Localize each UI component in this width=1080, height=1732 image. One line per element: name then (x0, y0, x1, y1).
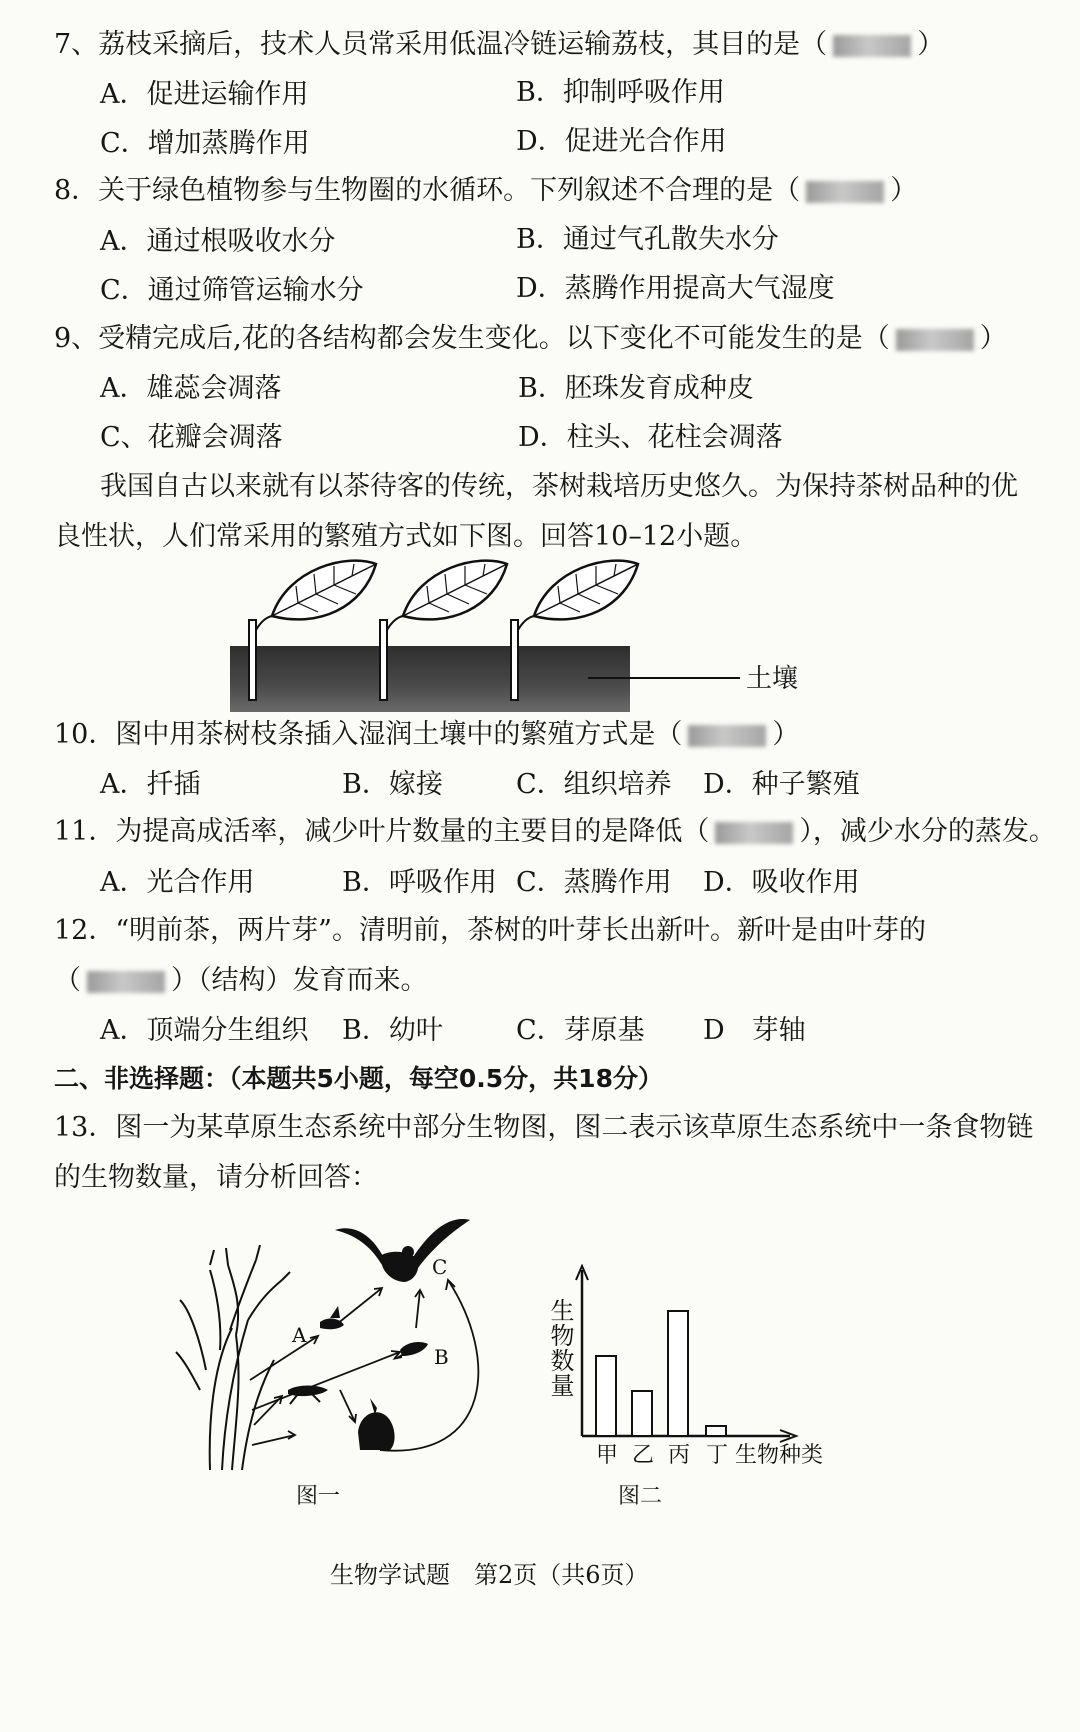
eagle-icon (335, 1219, 470, 1282)
q9-stem: 9、受精完成后,花的各结构都会发生变化。以下变化不可能发生的是（ ） (54, 323, 1007, 354)
blurred-answer (715, 822, 793, 844)
bar-2 (668, 1311, 688, 1436)
cutting-figure (228, 558, 828, 718)
bar-3 (706, 1426, 726, 1436)
bar-1 (632, 1391, 652, 1436)
q10-option-b: B．嫁接 (342, 769, 443, 800)
soil-label: 土壤 (746, 664, 799, 694)
q8-stem: 8．关于绿色植物参与生物圈的水循环。下列叙述不合理的是（ ） (54, 175, 918, 206)
x-axis-label: 生物种类 (735, 1443, 824, 1468)
q12-option-b: B．幼叶 (342, 1015, 443, 1046)
q12-stem: 12．“明前茶，两片芽”。清明前，茶树的叶芽长出新叶。新叶是由叶芽的 (54, 915, 926, 946)
figure-1-caption: 图一 (296, 1484, 341, 1509)
category-labels (596, 1443, 728, 1468)
q8-option-c: C．通过筛管运输水分 (100, 275, 364, 306)
category-label-1: 乙 (632, 1443, 655, 1468)
q11-option-d: D．吸收作用 (703, 867, 860, 898)
bars (596, 1311, 726, 1436)
q9-option-d: D．柱头、花柱会凋落 (518, 422, 783, 453)
q8-option-b: B．通过气孔散失水分 (516, 224, 779, 255)
grasshopper-icon (288, 1386, 328, 1405)
intro-line-2: 良性状，人们常采用的繁殖方式如下图。回答10–12小题。 (54, 521, 758, 552)
q7-option-c: C．增加蒸腾作用 (100, 128, 310, 159)
q9-option-c: C、花瓣会凋落 (100, 422, 283, 453)
blurred-answer (87, 971, 165, 993)
q8-option-d: D．蒸腾作用提高大气湿度 (516, 273, 835, 304)
blurred-answer (833, 35, 911, 57)
q12-option-c: C．芽原基 (516, 1015, 645, 1046)
q11-option-c: C．蒸腾作用 (516, 867, 672, 898)
figure-2-caption: 图二 (618, 1484, 663, 1509)
category-label-2: 丙 (668, 1443, 691, 1468)
q12-option-a: A．顶端分生组织 (100, 1015, 309, 1046)
population-bar-chart (540, 1264, 840, 1500)
blurred-answer (806, 181, 884, 203)
blurred-answer (688, 725, 766, 747)
y-axis-label: 生物数量 (546, 1298, 574, 1398)
q7-stem: 7、荔枝采摘后，技术人员常采用低温冷链运输荔枝，其目的是（ ） (54, 29, 945, 60)
q9-option-a: A．雄蕊会凋落 (100, 373, 282, 404)
blurred-answer (896, 329, 974, 351)
q13-line-2: 的生物数量，请分析回答： (54, 1162, 378, 1193)
q7-option-a: A．促进运输作用 (100, 79, 309, 110)
q7-option-b: B．抑制呼吸作用 (516, 77, 725, 108)
soil-block (230, 646, 630, 712)
label-c: C (432, 1255, 448, 1279)
q10-stem: 10．图中用茶树枝条插入湿润土壤中的繁殖方式是（ ） (54, 719, 800, 750)
intro-line-1: 我国自古以来就有以茶待客的传统，茶树栽培历史悠久。为保持茶树品种的优 (100, 471, 1018, 502)
label-b: B (434, 1345, 449, 1369)
q12-option-d: D 芽轴 (703, 1015, 806, 1046)
rabbit-icon (358, 1398, 395, 1450)
q11-stem: 11．为提高成活率，减少叶片数量的主要目的是降低（ ），减少水分的蒸发。 (54, 816, 1056, 847)
q13-line-1: 13．图一为某草原生态系统中部分生物图，图二表示该草原生态系统中一条食物链 (54, 1112, 1034, 1143)
category-label-0: 甲 (596, 1443, 619, 1468)
q8-option-a: A．通过根吸收水分 (100, 226, 336, 257)
q12-stem-cont: （ ）（结构）发育而来。 (54, 965, 428, 996)
q10-option-a: A．扦插 (100, 769, 201, 800)
q9-option-b: B．胚珠发育成种皮 (518, 373, 754, 404)
q10-option-c: C．组织培养 (516, 769, 672, 800)
q10-option-d: D．种子繁殖 (703, 769, 860, 800)
grass-icon (176, 1245, 290, 1470)
food-web-figure (170, 1210, 530, 1480)
bar-0 (596, 1356, 616, 1436)
q11-option-a: A．光合作用 (100, 867, 255, 898)
category-label-3: 丁 (706, 1443, 729, 1468)
q7-option-d: D．促进光合作用 (516, 126, 727, 157)
page-footer: 生物学试题 第2页（共6页） (330, 1561, 649, 1589)
section-2-heading: 二、非选择题：（本题共5小题，每空0.5分，共18分） (54, 1064, 663, 1093)
q11-option-b: B．呼吸作用 (342, 867, 497, 898)
bird-a-icon (320, 1306, 344, 1329)
label-a: A (292, 1323, 307, 1347)
